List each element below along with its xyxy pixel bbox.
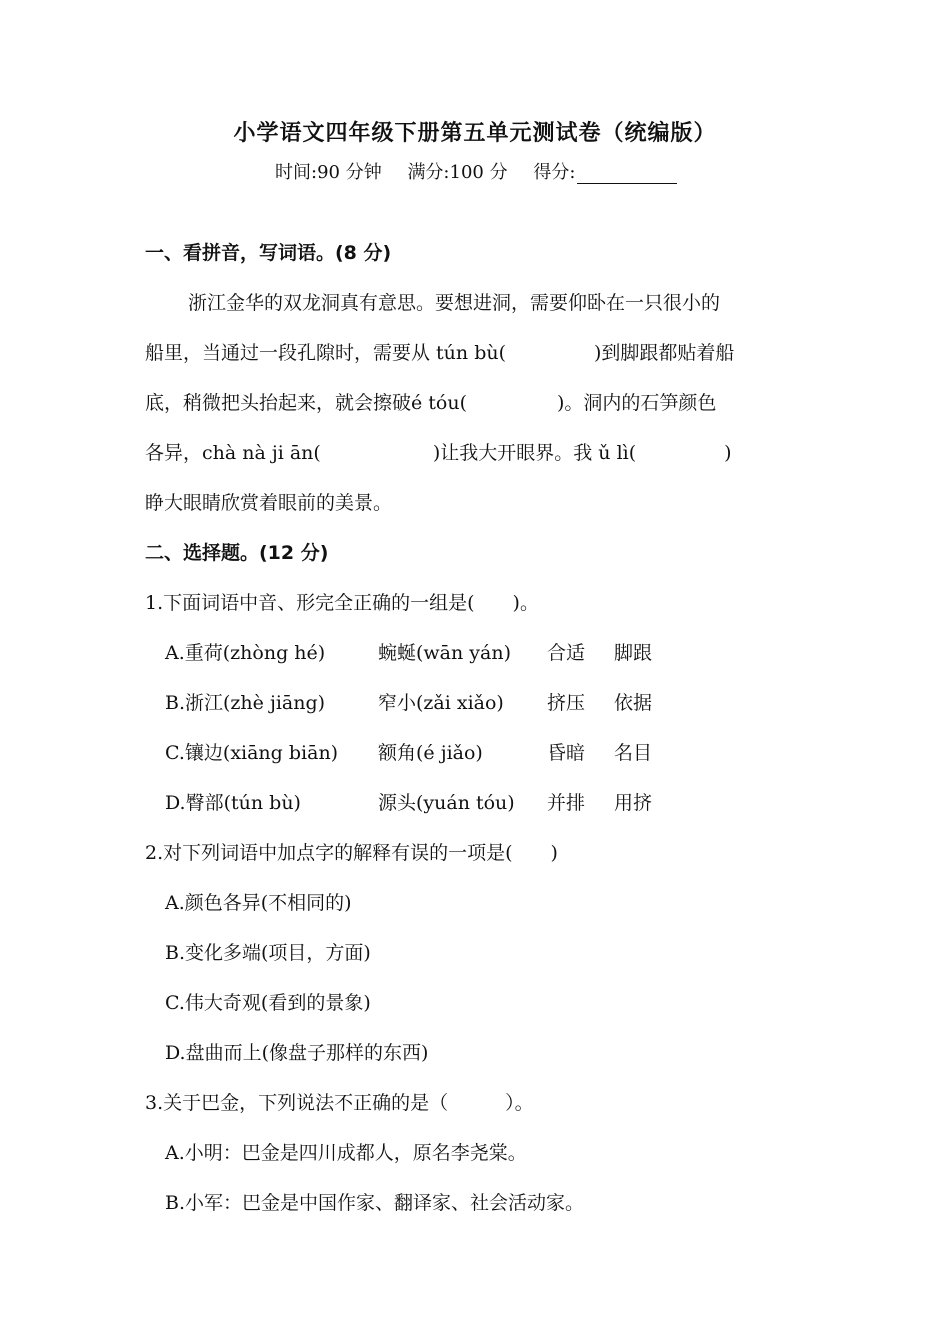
q1-option-b-word4: 依据	[614, 692, 653, 714]
passage-line-5: 睁大眼睛欣赏着眼前的美景。	[145, 492, 393, 514]
question-2-stem: 2.对下列词语中加点字的解释有误的一项是( )	[145, 842, 558, 864]
question-3-stem: 3.关于巴金，下列说法不正确的是（ ）。	[145, 1092, 534, 1114]
passage-text: )到脚跟都贴着船	[594, 342, 735, 364]
score-label: 得分:	[533, 162, 576, 183]
q1-option-d-word3: 并排	[547, 792, 586, 814]
q3-option-a[interactable]: A.小明：巴金是四川成都人，原名李尧棠。	[165, 1142, 527, 1164]
q1-option-a[interactable]: A.重荷(zhòng hé)	[165, 642, 326, 664]
q2-option-a[interactable]: A.颜色各异(不相同的)	[165, 892, 352, 914]
q1-option-d[interactable]: D.臀部(tún bù)	[165, 792, 301, 814]
section-2-heading: 二、选择题。(12 分)	[145, 542, 329, 564]
passage-text: 各异，chà nà ji ān(	[145, 442, 321, 464]
passage-text: )	[724, 442, 732, 464]
passage-text: )。洞内的石笋颜色	[557, 392, 717, 414]
q1-option-c-word4: 名目	[614, 742, 653, 764]
section-1-heading: 一、看拼音，写词语。(8 分)	[145, 242, 392, 264]
q1-option-b[interactable]: B.浙江(zhè jiāng)	[165, 692, 326, 714]
passage-line-1: 浙江金华的双龙洞真有意思。要想进洞，需要仰卧在一只很小的	[188, 292, 721, 314]
passage-line-2	[145, 338, 734, 365]
q2-option-c[interactable]: C.伟大奇观(看到的景象)	[165, 992, 371, 1014]
q1-option-c-word3: 昏暗	[547, 742, 586, 764]
q3-option-b[interactable]: B.小军：巴金是中国作家、翻译家、社会活动家。	[165, 1192, 585, 1214]
score-blank[interactable]	[577, 163, 677, 184]
q1-option-b-word2: 窄小(zǎi xiǎo)	[378, 692, 504, 714]
q1-option-a-word2: 蜿蜒(wān yán)	[378, 642, 511, 664]
exam-meta	[275, 158, 697, 184]
q2-option-d[interactable]: D.盘曲而上(像盘子那样的东西)	[165, 1042, 429, 1064]
q1-option-a-word3: 合适	[547, 642, 586, 664]
full-score: 满分:100 分	[407, 162, 508, 183]
q1-option-d-word4: 用挤	[614, 792, 653, 814]
passage-text: 底，稍微把头抬起来，就会擦破é tóu(	[145, 392, 468, 414]
q1-option-d-word2: 源头(yuán tóu)	[378, 792, 515, 814]
passage-line-4	[145, 438, 732, 465]
question-1-stem: 1.下面词语中音、形完全正确的一组是( )。	[145, 592, 539, 614]
q1-option-c[interactable]: C.镶边(xiāng biān)	[165, 742, 339, 764]
q1-option-a-word4: 脚跟	[614, 642, 653, 664]
passage-text: )让我大开眼界。我 ǔ lì(	[432, 442, 637, 464]
passage-text: 船里，当通过一段孔隙时，需要从 tún bù(	[145, 342, 507, 364]
passage-line-3	[145, 388, 716, 415]
q2-option-b[interactable]: B.变化多端(项目，方面)	[165, 942, 371, 964]
time-limit: 时间:90 分钟	[275, 162, 382, 183]
q1-option-b-word3: 挤压	[547, 692, 586, 714]
page-title: 小学语文四年级下册第五单元测试卷（统编版）	[233, 121, 717, 146]
q1-option-c-word2: 额角(é jiǎo)	[378, 742, 483, 764]
